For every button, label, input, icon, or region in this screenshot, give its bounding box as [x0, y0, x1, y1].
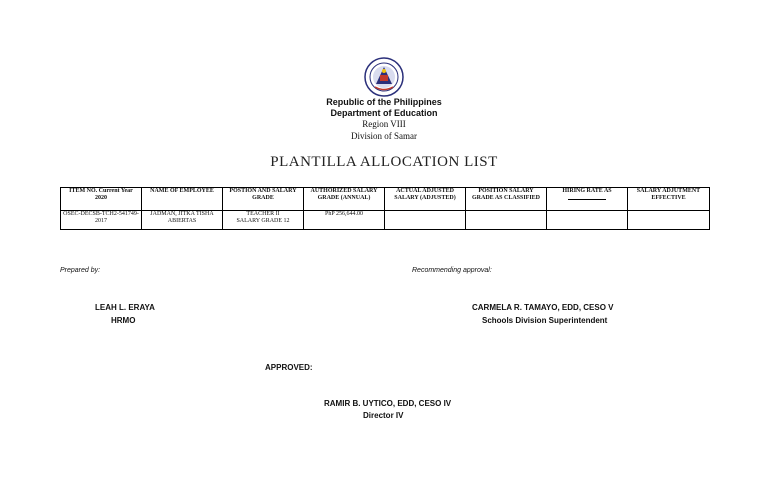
actual-adjusted-cell: [385, 211, 466, 230]
adjustment-effective-cell: [628, 211, 710, 230]
column-header: NAME OF EMPLOYEE: [142, 188, 223, 211]
position-cell: [223, 211, 304, 230]
approved-title: Director IV: [363, 411, 404, 420]
recommending-name: CARMELA R. TAMAYO, EDD, CESO V: [472, 303, 614, 312]
column-header: HIRING RATE AS: [562, 188, 612, 194]
recommending-label: Recommending approval:: [412, 267, 492, 274]
deped-seal-icon: [364, 57, 404, 97]
recommending-title: Schools Division Superintendent: [482, 316, 608, 325]
prepared-title: HRMO: [111, 316, 136, 325]
header-region: Region VIII: [362, 119, 406, 129]
table-header-row: [61, 188, 710, 211]
table-row: [61, 211, 710, 230]
classified-cell: [466, 211, 547, 230]
column-header: SALARY ADJUTMENT EFFECTIVE: [628, 188, 710, 211]
column-header: POSTION AND SALARY GRADE: [223, 188, 304, 211]
header-division: Division of Samar: [351, 131, 417, 141]
employee-cell: JADMAN, JITKA TISHA ABIERTAS: [142, 211, 223, 230]
header-department: Department of Education: [330, 108, 438, 118]
column-header: POSITION SALARY GRADE AS CLASSIFIED: [466, 188, 547, 211]
plantilla-table: [60, 187, 710, 230]
authorized-salary-cell: PhP 256,644.00: [304, 211, 385, 230]
prepared-by-label: Prepared by:: [60, 267, 101, 274]
column-header-hiring-rate: [547, 188, 628, 211]
column-header: ITEM NO. Current Year 2020: [61, 188, 142, 211]
approved-name: RAMIR B. UYTICO, EDD, CESO IV: [324, 399, 452, 408]
approved-label: APPROVED:: [265, 363, 313, 372]
item-no-cell: OSEC-DECSB-TCH2-541749-2017: [61, 211, 142, 230]
column-header: AUTHORIZED SALARY GRADE (ANNUAL): [304, 188, 385, 211]
position-line: TEACHER II: [246, 211, 280, 217]
prepared-name: LEAH L. ERAYA: [95, 303, 155, 312]
hiring-rate-cell: [547, 211, 628, 230]
page-title: PLANTILLA ALLOCATION LIST: [270, 154, 498, 170]
salary-grade-line: SALARY GRADE 12: [236, 218, 290, 224]
header-republic: Republic of the Philippines: [326, 97, 442, 107]
column-header: ACTUAL ADJUSTED SALARY (ADJUSTED): [385, 188, 466, 211]
blank-line: [568, 195, 606, 200]
